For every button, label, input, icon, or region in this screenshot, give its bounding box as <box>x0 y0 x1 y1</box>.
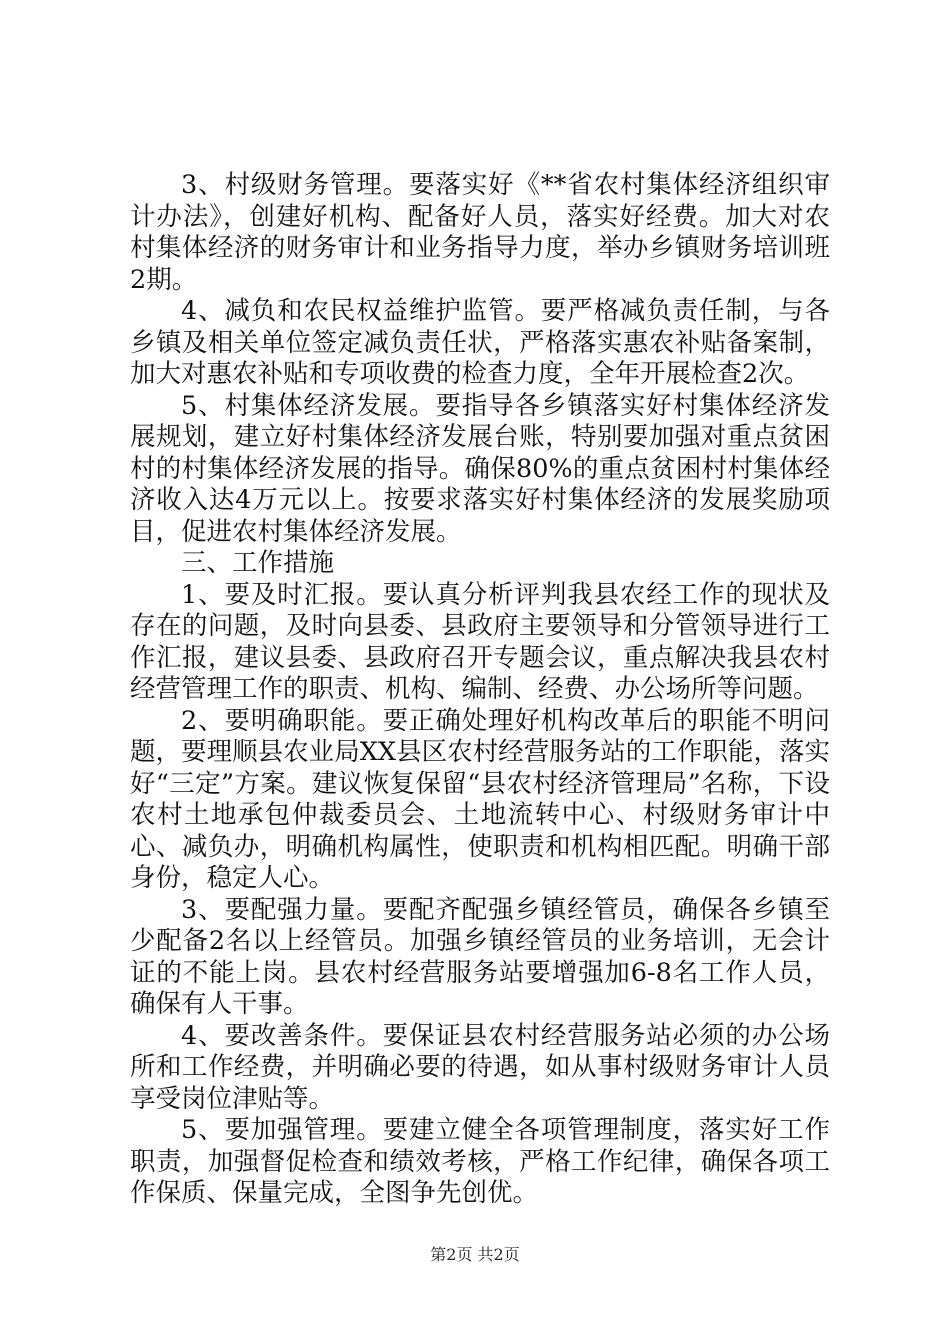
paragraph-collective-economy: 5、村集体经济发展。要指导各乡镇落实好村集体经济发展规划，建立好村集体经济发展台账，特别要加强对重点贫困村的村集体经济发展的指导。确保80%的重点贫困村村集体经济收入达4万元以上。按要求落实好村集体经济的发展奖励项目，促进农村集体经济发展。 <box>130 390 830 547</box>
section-heading-measures: 三、工作措施 <box>181 548 335 578</box>
paragraph-report: 1、要及时汇报。要认真分析评判我县农经工作的现状及存在的问题，及时向县委、县政府主要领导和分管领导进行工作汇报，建议县委、县政府召开专题会议，重点解决我县农村经营管理工作的职责、机构、编制、经费、办公场所等问题。 <box>130 579 830 704</box>
paragraph-strengthen-management: 5、要加强管理。要建立健全各项管理制度，落实好工作职责，加强督促检查和绩效考核，严格工作纪律，确保各项工作保质、保量完成，全图争先创优。 <box>130 1115 830 1208</box>
document-body <box>130 170 830 1210</box>
page-footer: 第2页 共2页 <box>430 1245 520 1264</box>
paragraph-village-finance: 3、村级财务管理。要落实好《**省农村集体经济组织审计办法》，创建好机构、配备好人员，落实好经费。加大对农村集体经济的财务审计和业务指导力度，举办乡镇财务培训班2期。 <box>130 170 830 295</box>
paragraph-burden-reduction: 4、减负和农民权益维护监管。要严格减负责任制，与各乡镇及相关单位签定减负责任状，严格落实惠农补贴备案制，加大对惠农补贴和专项收费的检查力度，全年开展检查2次。 <box>130 296 830 389</box>
paragraph-improve-conditions: 4、要改善条件。要保证县农村经营服务站必须的办公场所和工作经费，并明确必要的待遇，如从事村级财务审计人员享受岗位津贴等。 <box>130 1020 830 1114</box>
paragraph-strengthen-staff: 3、要配强力量。要配齐配强乡镇经管员，确保各乡镇至少配备2名以上经管员。加强乡镇经管员的业务培训，无会计证的不能上岗。县农村经营服务站要增强加6-8名工作人员，确保有人干事。 <box>130 894 830 1019</box>
paragraph-clarify-functions: 2、要明确职能。要正确处理好机构改革后的职能不明问题，要理顺县农业局XX县区农村经营服务站的工作职能，落实好“三定”方案。建议恢复保留“县农村经济管理局”名称，下设农村土地承包仲裁委员会、土地流转中心、村级财务审计中心、减负办，明确机构属性，使职责和机构相匹配。明确干部身份，稳定人心。 <box>130 705 830 893</box>
